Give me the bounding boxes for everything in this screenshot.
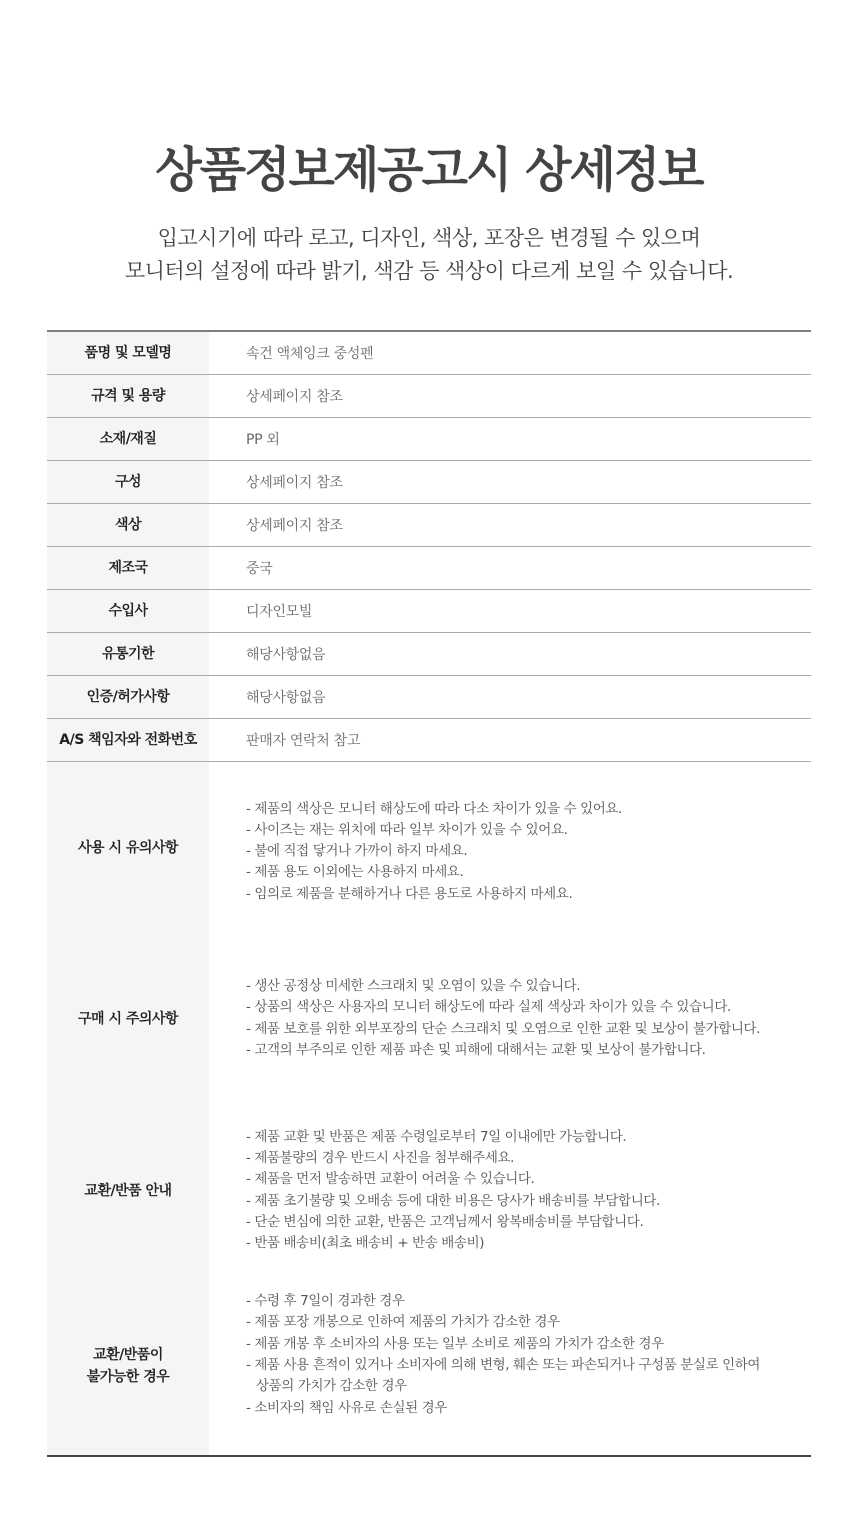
row-label: 품명 및 모델명 xyxy=(47,331,209,375)
purchase-notes xyxy=(209,934,811,1104)
row-value: 중국 xyxy=(209,547,811,590)
list-item: - 수령 후 7일이 경과한 경우 xyxy=(246,1293,405,1310)
table-row xyxy=(47,461,811,504)
row-value: 해당사항없음 xyxy=(209,633,811,676)
list-item: - 제품 용도 이외에는 사용하지 마세요. xyxy=(246,864,464,881)
row-value: 상세페이지 참조 xyxy=(209,375,811,418)
subtitle-line: 입고시기에 따라 로고, 디자인, 색상, 포장은 변경될 수 있으며 xyxy=(157,226,701,250)
list-item: - 생산 공정상 미세한 스크래치 및 오염이 있을 수 있습니다. xyxy=(246,977,581,994)
list-item: - 제품불량의 경우 반드시 사진을 첨부해주세요. xyxy=(246,1149,514,1166)
list-item: - 불에 직접 닿거나 가까이 하지 마세요. xyxy=(246,843,468,860)
row-label: 색상 xyxy=(47,504,209,547)
exchange-notes-row xyxy=(47,1104,811,1278)
not-allowed-notes xyxy=(209,1278,811,1456)
notes-list xyxy=(246,1127,811,1255)
list-item: - 제품 개봉 후 소비자의 사용 또는 일부 소비로 제품의 가치가 감소한 경우 xyxy=(246,1335,664,1352)
list-item: - 사이즈는 재는 위치에 따라 일부 차이가 있을 수 있어요. xyxy=(246,821,568,838)
subtitle-line: 모니터의 설정에 따라 밝기, 색감 등 색상이 다르게 보일 수 있습니다. xyxy=(124,259,734,283)
purchase-notes-row xyxy=(47,934,811,1104)
page-subtitle xyxy=(0,222,858,288)
usage-notes xyxy=(209,762,811,934)
list-item: - 제품의 색상은 모니터 해상도에 따라 다소 차이가 있을 수 있어요. xyxy=(246,800,622,817)
row-label: 제조국 xyxy=(47,547,209,590)
usage-notes-row xyxy=(47,762,811,934)
list-item: - 제품을 먼저 발송하면 교환이 어려울 수 있습니다. xyxy=(246,1171,535,1188)
list-item: - 임의로 제품을 분해하거나 다른 용도로 사용하지 마세요. xyxy=(246,885,573,902)
row-label xyxy=(47,1278,209,1456)
notes-list xyxy=(246,1291,811,1419)
not-allowed-row xyxy=(47,1278,811,1456)
list-item: - 제품 보호를 위한 외부포장의 단순 스크래치 및 오염으로 인한 교환 및 보상이 불가합니다. xyxy=(246,1020,761,1037)
table-row xyxy=(47,633,811,676)
list-item: - 소비자의 책임 사유로 손실된 경우 xyxy=(246,1399,447,1416)
table-row xyxy=(47,504,811,547)
row-value: 상세페이지 참조 xyxy=(209,461,811,504)
list-item: - 제품 교환 및 반품은 제품 수령일로부터 7일 이내에만 가능합니다. xyxy=(246,1128,627,1145)
row-label: 구매 시 주의사항 xyxy=(47,934,209,1104)
exchange-notes xyxy=(209,1104,811,1278)
row-label: 유통기한 xyxy=(47,633,209,676)
row-value: 판매자 연락처 참고 xyxy=(209,719,811,762)
product-info-table xyxy=(47,330,811,1457)
row-label: 소재/재질 xyxy=(47,418,209,461)
table-row xyxy=(47,676,811,719)
row-label: 구성 xyxy=(47,461,209,504)
label-line: 불가능한 경우 xyxy=(86,1369,170,1385)
table-row xyxy=(47,331,811,375)
row-value: 해당사항없음 xyxy=(209,676,811,719)
row-value: 속건 액체잉크 중성펜 xyxy=(209,331,811,375)
list-item: - 제품 사용 흔적이 있거나 소비자에 의해 변형, 훼손 또는 파손되거나 구성품 분실로 인하여 xyxy=(246,1357,761,1373)
list-item: - 단순 변심에 의한 교환, 반품은 고객님께서 왕복배송비를 부담합니다. xyxy=(246,1213,644,1230)
table-row xyxy=(47,547,811,590)
row-label: 인증/허가사항 xyxy=(47,676,209,719)
list-item: - 제품 포장 개봉으로 인하여 제품의 가치가 감소한 경우 xyxy=(246,1314,560,1331)
row-label: 수입사 xyxy=(47,590,209,633)
table-row xyxy=(47,418,811,461)
list-item: - 반품 배송비(최초 배송비 + 반송 배송비) xyxy=(246,1235,485,1252)
row-value: PP 외 xyxy=(209,418,811,461)
label-line: 교환/반품이 xyxy=(93,1347,163,1363)
row-label: 규격 및 용량 xyxy=(47,375,209,418)
page-title: 상품정보제공고시 상세정보 xyxy=(155,142,703,198)
list-item: - 제품 초기불량 및 오배송 등에 대한 비용은 당사가 배송비를 부담합니다. xyxy=(246,1192,660,1209)
row-value: 디자인모빌 xyxy=(209,590,811,633)
notes-list xyxy=(246,799,811,905)
row-label: 사용 시 유의사항 xyxy=(47,762,209,934)
row-label: 교환/반품 안내 xyxy=(47,1104,209,1278)
row-label: A/S 책임자와 전화번호 xyxy=(47,719,209,762)
list-item: 상품의 가치가 감소한 경우 xyxy=(256,1378,407,1395)
notes-list xyxy=(246,976,811,1061)
row-value: 상세페이지 참조 xyxy=(209,504,811,547)
list-item: - 상품의 색상은 사용자의 모니터 해상도에 따라 실제 색상과 차이가 있을 수 있습니다. xyxy=(246,999,731,1016)
table-row xyxy=(47,719,811,762)
table-row xyxy=(47,375,811,418)
list-item: - 고객의 부주의로 인한 제품 파손 및 피해에 대해서는 교환 및 보상이 불가합니다. xyxy=(246,1041,706,1058)
table-row xyxy=(47,590,811,633)
